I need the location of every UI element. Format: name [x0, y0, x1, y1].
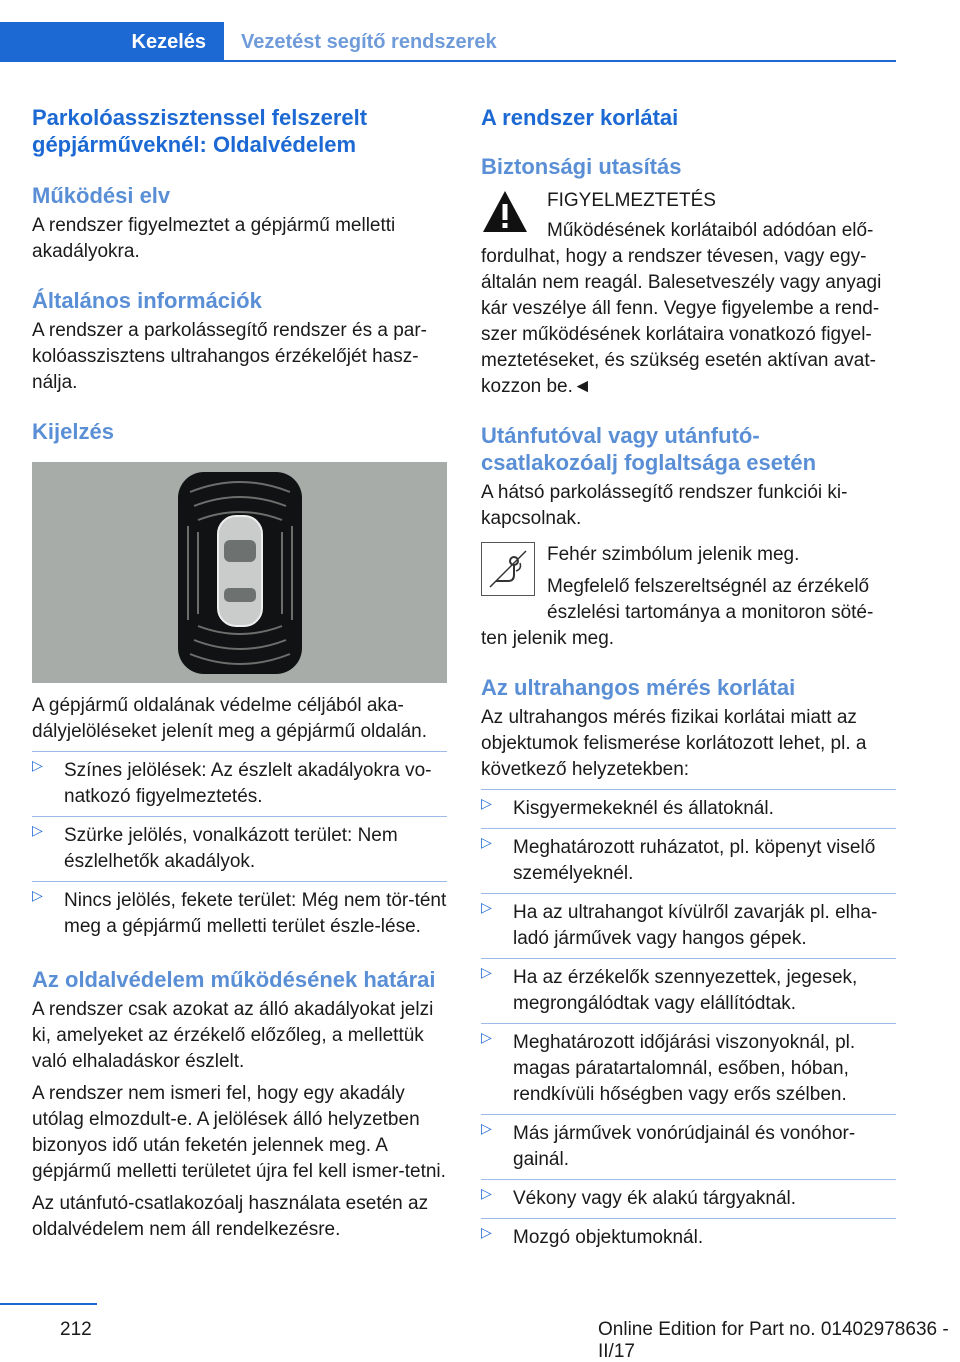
tab-section[interactable]	[241, 22, 497, 62]
ultra-list	[481, 790, 896, 1257]
safety-heading: Biztonsági utasítás	[481, 154, 682, 179]
tab-section-label: Vezetést segítő rendszerek	[241, 30, 497, 53]
limits-paragraph-3: Az utánfutó-csatlakozóalj használata esetén az oldalvédelem nem áll rendelkezésre.	[32, 1193, 429, 1240]
list-item: ▷ Vékony vagy ék alakú tárgyaknál.	[481, 1179, 896, 1218]
bullet-triangle-icon: ▷	[481, 964, 492, 980]
section-title: A rendszer korlátai	[481, 105, 679, 130]
general-text: A rendszer a parkolássegítő rendszer és a par-kolóasszisztens ultrahangos érzékelőjét hasz-nálja.	[32, 320, 427, 393]
display-list	[32, 752, 447, 946]
ultra-text: Az ultrahangos mérés fizikai korlátai miatt az objektumok felismerése korlátozott lehet, pl. a következő helyzetekben:	[481, 707, 867, 780]
list-item: ▷ Ha az ultrahangot kívülről zavarják pl. elha-ladó járművek vagy hangos gépek.	[481, 893, 896, 958]
symbol-line-2: Megfelelő felszereltségnél az érzékelő észlelési tartománya a monitoron söté-	[547, 576, 874, 623]
list-item: ▷ Mozgó objektumoknál.	[481, 1218, 896, 1257]
display-heading: Kijelzés	[32, 419, 114, 444]
list-item: ▷ Nincs jelölés, fekete terület: Még nem tör-tént meg a gépjármű melletti terület észle-lése.	[32, 881, 447, 946]
bullet-triangle-icon: ▷	[481, 795, 492, 811]
limits-paragraph-1: A rendszer csak azokat az álló akadályokat jelzi ki, amelyeket az érzékelő előzőleg, a mellettük való elhaladáskor észlelt.	[32, 999, 434, 1072]
tab-kezeles-label: Kezelés	[131, 30, 206, 53]
bullet-triangle-icon: ▷	[481, 1120, 492, 1136]
list-item: ▷ Kisgyermekeknél és állatoknál.	[481, 790, 896, 828]
list-item: ▷ Meghatározott ruházatot, pl. köpenyt viselő személyeknél.	[481, 828, 896, 893]
bullet-triangle-icon: ▷	[481, 1029, 492, 1045]
parking-display-graphic	[32, 462, 447, 683]
warning-label: FIGYELMEZTETÉS	[547, 190, 716, 211]
bullet-triangle-icon: ▷	[481, 1185, 492, 1201]
trailer-symbol-icon	[481, 542, 535, 596]
bullet-triangle-icon: ▷	[481, 899, 492, 915]
principle-text: A rendszer figyelmeztet a gépjármű melletti akadályokra.	[32, 215, 396, 262]
list-item: ▷ Szürke jelölés, vonalkázott terület: Nem észlelhetők akadályok.	[32, 816, 447, 881]
edition-note: Online Edition for Part no. 01402978636 - II/17	[598, 1319, 949, 1362]
display-text: A gépjármű oldalának védelme céljából aka-dályjelöléseket jelenít meg a gépjármű oldalán.	[32, 695, 428, 742]
bullet-triangle-icon: ▷	[32, 822, 43, 838]
list-item: ▷ Más járművek vonórúdjainál és vonóhor-gainál.	[481, 1114, 896, 1179]
list-item: ▷ Ha az érzékelők szennyezettek, jegesek, megrongálódtak vagy elállítódtak.	[481, 958, 896, 1023]
warning-triangle-icon	[481, 188, 529, 236]
warning-first-line: Működésének korlátaiból adódóan elő-	[547, 220, 874, 241]
general-heading: Általános információk	[32, 288, 262, 313]
symbol-block	[481, 542, 896, 626]
page-number: 212	[60, 1319, 92, 1340]
limits-heading: Az oldalvédelem működésének határai	[32, 967, 436, 992]
bullet-triangle-icon: ▷	[32, 887, 43, 903]
warning-text: fordulhat, hogy a rendszer tévesen, vagy egy-általán nem reagál. Balesetveszély vagy anyagi kár veszélye áll fenn. Vegye figyelembe a rend-szer működésének korlátaira vonatkozó figyel-meztetéseket, és szükség esetén aktívan avat-kozzon be.◄	[481, 246, 882, 397]
principle-heading: Működési elv	[32, 183, 171, 208]
side-view-display-image	[32, 462, 447, 683]
list-item: ▷ Meghatározott időjárási viszonyoknál, pl. magas páratartalomnál, esőben, hóban, rendkívüli hőségben vagy erős szélben.	[481, 1023, 896, 1114]
symbol-rest: ten jelenik meg.	[481, 628, 615, 649]
ultra-heading: Az ultrahangos mérés korlátai	[481, 675, 796, 700]
page-title: Parkolóasszisztenssel felszerelt gépjárműveknél: Oldalvédelem	[32, 105, 368, 157]
header-rule	[224, 60, 896, 62]
tab-kezeles[interactable]	[0, 22, 224, 62]
bullet-triangle-icon: ▷	[481, 1224, 492, 1240]
symbol-line-1: Fehér szimbólum jelenik meg.	[547, 544, 800, 565]
tow-hitch-icon	[486, 547, 530, 591]
limits-paragraph-2: A rendszer nem ismeri fel, hogy egy akadály utólag elmozdult-e. A jelölések álló helyzetben bizonyos idő után feketén jelennek meg. A gépjármű melletti területet újra fel kell ismer-tetni.	[32, 1083, 446, 1182]
right-column	[481, 100, 896, 1257]
footer-rule	[0, 1303, 97, 1305]
list-item: ▷ Színes jelölések: Az észlelt akadályokra vo-natkozó figyelmeztetés.	[32, 752, 447, 816]
trailer-text: A hátsó parkolássegítő rendszer funkciói ki-kapcsolnak.	[481, 482, 848, 529]
bullet-triangle-icon: ▷	[481, 834, 492, 850]
trailer-heading: Utánfutóval vagy utánfutó-csatlakozóalj foglaltsága esetén	[481, 423, 817, 475]
left-column	[32, 100, 447, 1243]
warning-block	[481, 188, 896, 244]
bullet-triangle-icon: ▷	[32, 757, 43, 773]
